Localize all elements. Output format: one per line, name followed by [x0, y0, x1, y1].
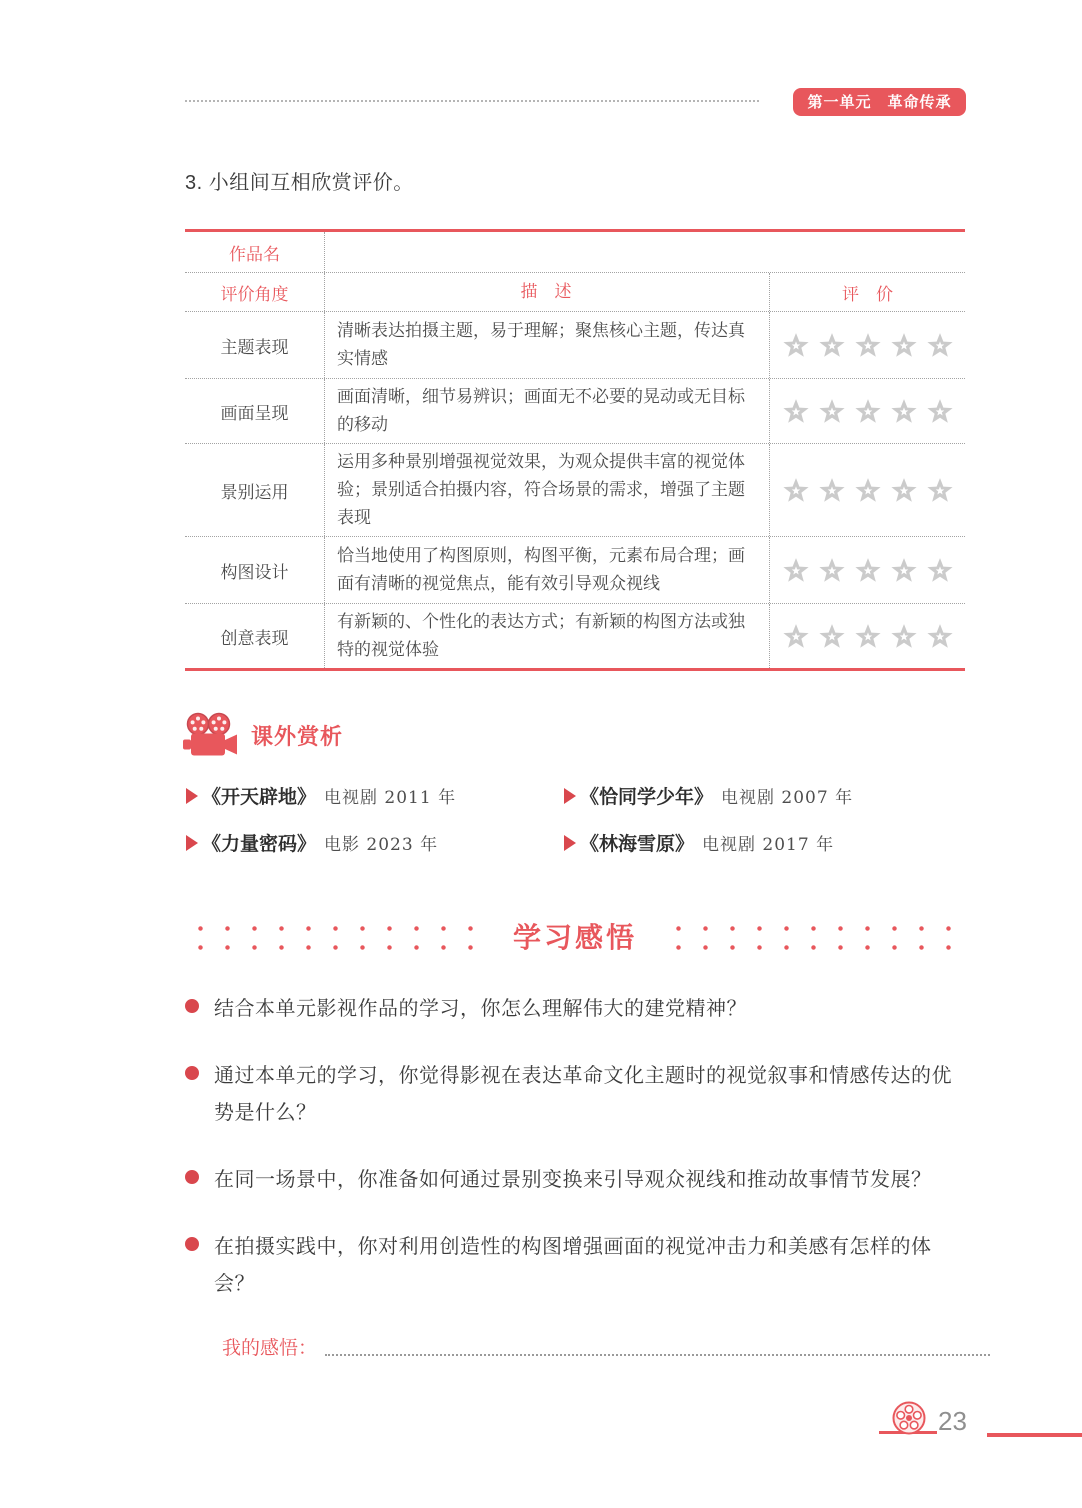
criterion-description: 运用多种景别增强视觉效果，为观众提供丰富的视觉体验；景别适合拍摄内容，符合场景的需求，增强了主题表现 [325, 444, 770, 536]
extracurricular-section-header [183, 712, 343, 759]
section-heading: 3. 小组间互相欣赏评价。 [185, 172, 414, 194]
criterion-label: 景别运用 [185, 444, 325, 536]
star-icon[interactable] [782, 398, 810, 424]
table-row [185, 444, 965, 537]
film-title: 《开天辟地》 [202, 787, 317, 808]
question-item [185, 1161, 997, 1198]
column-header-description: 描 述 [325, 273, 770, 311]
star-icon[interactable] [818, 332, 846, 358]
question-list [185, 990, 997, 1332]
film-title: 《力量密码》 [202, 834, 317, 855]
star-rating[interactable] [770, 379, 965, 443]
table-header-row [185, 273, 965, 312]
column-header-evaluation: 评 价 [842, 284, 893, 304]
film-reel-icon [891, 1400, 927, 1436]
reflection-title: 学习感悟 [513, 922, 638, 953]
criterion-label: 画面呈现 [185, 379, 325, 443]
film-item [564, 829, 976, 856]
star-rating[interactable] [770, 312, 965, 378]
table-row [185, 537, 965, 604]
triangle-bullet-icon [186, 835, 198, 851]
triangle-bullet-icon [564, 788, 576, 804]
star-icon[interactable] [818, 623, 846, 649]
question-item [185, 990, 997, 1027]
criterion-description: 画面清晰，细节易辨识；画面无不必要的晃动或无目标的移动 [325, 379, 770, 443]
column-header-angle: 评价角度 [185, 273, 325, 311]
criterion-label: 主题表现 [185, 312, 325, 378]
table-row [185, 379, 965, 444]
question-text: 通过本单元的学习，你觉得影视在表达革命文化主题时的视觉叙事和情感传达的优势是什么？ [214, 1063, 952, 1124]
star-icon[interactable] [854, 623, 882, 649]
question-text: 结合本单元影视作品的学习，你怎么理解伟大的建党精神？ [214, 996, 747, 1020]
star-icon[interactable] [926, 557, 954, 583]
criterion-label: 创意表现 [185, 604, 325, 668]
work-name-row [185, 232, 965, 273]
decorative-dots-left [185, 917, 487, 955]
film-meta: 电视剧 2011 年 [324, 788, 457, 808]
film-title: 《林海雪原》 [580, 834, 695, 855]
star-icon[interactable] [890, 557, 918, 583]
star-icon[interactable] [890, 623, 918, 649]
extracurricular-title: 课外赏析 [251, 724, 344, 749]
criterion-description: 有新颖的、个性化的表达方式；有新颖的构图方法或独特的视觉体验 [325, 604, 770, 668]
star-icon[interactable] [782, 332, 810, 358]
film-meta: 电视剧 2007 年 [721, 788, 854, 808]
work-name-label: 作品名 [185, 232, 325, 272]
star-icon[interactable] [890, 398, 918, 424]
decorative-dots-right [663, 917, 965, 955]
film-meta: 电视剧 2017 年 [702, 835, 835, 855]
question-text: 在拍摄实践中，你对利用创造性的构图增强画面的视觉冲击力和美感有怎样的体会？ [214, 1234, 932, 1295]
star-icon[interactable] [926, 623, 954, 649]
my-reflection-row [222, 1330, 990, 1360]
star-icon[interactable] [926, 332, 954, 358]
table-body [185, 312, 965, 668]
film-title: 《恰同学少年》 [580, 787, 714, 808]
question-item [185, 1228, 997, 1302]
table-row [185, 604, 965, 668]
question-text: 在同一场景中，你准备如何通过景别变换来引导观众视线和推动故事情节发展？ [214, 1167, 932, 1191]
header-dotted-rule [185, 100, 759, 102]
star-icon[interactable] [890, 332, 918, 358]
star-icon[interactable] [926, 477, 954, 503]
target-bullet-icon [185, 999, 199, 1013]
my-reflection-label: 我的感悟： [222, 1337, 318, 1359]
triangle-bullet-icon [186, 788, 198, 804]
star-icon[interactable] [854, 557, 882, 583]
reflection-banner [185, 914, 965, 958]
star-icon[interactable] [854, 398, 882, 424]
star-icon[interactable] [926, 398, 954, 424]
star-icon[interactable] [854, 477, 882, 503]
star-icon[interactable] [818, 557, 846, 583]
page-number: 23 [938, 1406, 967, 1436]
criterion-label: 构图设计 [185, 537, 325, 603]
triangle-bullet-icon [564, 835, 576, 851]
film-item [186, 829, 564, 856]
criterion-description: 恰当地使用了构图原则，构图平衡，元素布局合理；画面有清晰的视觉焦点，能有效引导观众视线 [325, 537, 770, 603]
evaluation-table [185, 229, 965, 671]
film-item [186, 782, 564, 809]
film-list [186, 782, 976, 856]
footer-rule-long [987, 1433, 1082, 1437]
star-icon[interactable] [818, 398, 846, 424]
star-icon[interactable] [854, 332, 882, 358]
star-icon[interactable] [782, 623, 810, 649]
table-row [185, 312, 965, 379]
question-item [185, 1057, 997, 1131]
star-icon[interactable] [890, 477, 918, 503]
target-bullet-icon [185, 1170, 199, 1184]
star-icon[interactable] [818, 477, 846, 503]
star-icon[interactable] [782, 557, 810, 583]
unit-badge: 第一单元 革命传承 [793, 88, 966, 116]
movie-camera-icon [183, 712, 239, 759]
star-rating[interactable] [770, 604, 965, 668]
target-bullet-icon [185, 1237, 199, 1251]
star-rating[interactable] [770, 444, 965, 536]
film-item [564, 782, 976, 809]
target-bullet-icon [185, 1066, 199, 1080]
my-reflection-blank-line[interactable] [325, 1354, 990, 1356]
film-meta: 电影 2023 年 [324, 835, 439, 855]
criterion-description: 清晰表达拍摄主题，易于理解；聚焦核心主题，传达真实情感 [325, 312, 770, 378]
star-icon[interactable] [782, 477, 810, 503]
work-name-blank-field[interactable] [325, 232, 965, 272]
star-rating[interactable] [770, 537, 965, 603]
